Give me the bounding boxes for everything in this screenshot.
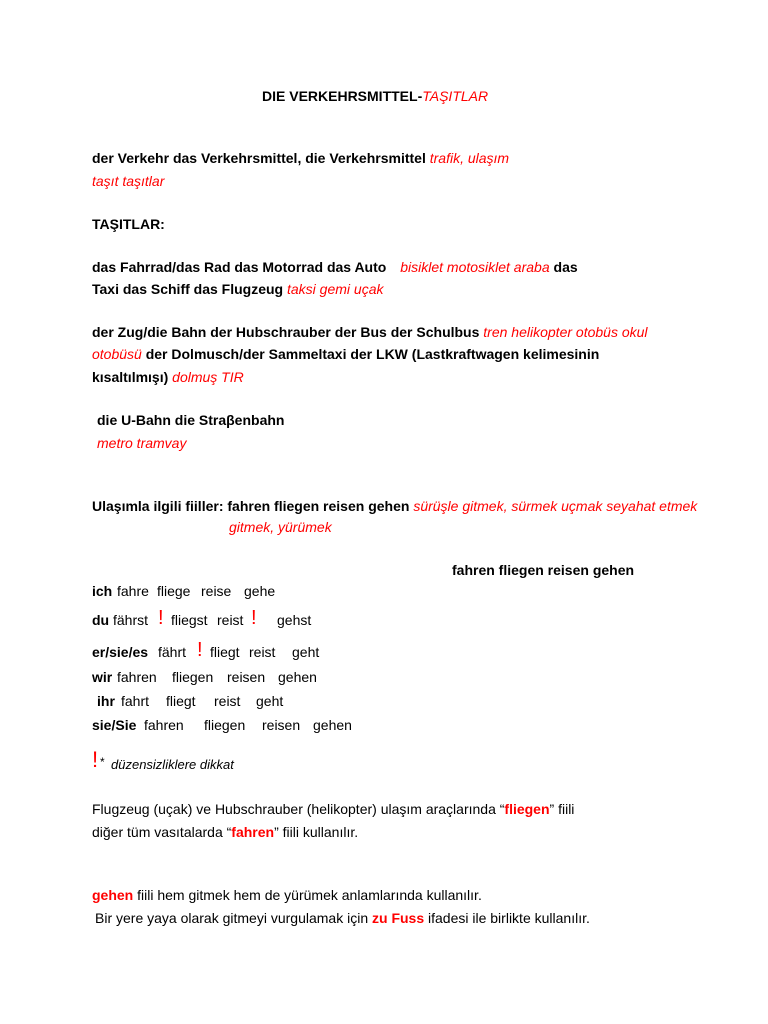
pronoun: sie/Sie xyxy=(92,717,137,733)
verb-form: geht xyxy=(256,693,284,709)
traffic-line-2 xyxy=(92,173,164,189)
verb-form: fährt xyxy=(158,644,187,660)
vehicles-b-line-3 xyxy=(92,369,244,385)
vehicles-a-line-1 xyxy=(92,259,578,275)
usage-line-1-after: ” fiili xyxy=(549,801,575,817)
vehicles-a-german-3: Taxi das Schiff das Flugzeug xyxy=(92,281,284,297)
irregular-note-text: düzensizliklere dikkat xyxy=(111,757,234,772)
pronoun: ihr xyxy=(97,693,115,709)
pronoun: du xyxy=(92,612,110,628)
usage-line-2-before: diğer tüm vasıtalarda “ xyxy=(92,824,232,840)
vehicles-b-german-2: der Dolmusch/der Sammeltaxi der LKW (Lastkraftwagen kelimesinin xyxy=(145,346,600,362)
verb-form: fahren xyxy=(144,717,184,733)
verb-form: gehe xyxy=(244,583,276,599)
traffic-turkish-1: trafik, ulaşım xyxy=(429,150,510,166)
conjugation-row-du xyxy=(0,607,768,629)
usage-verb-fahren: fahren xyxy=(231,824,275,840)
traffic-line-1 xyxy=(92,150,509,166)
verb-form: fahrt xyxy=(121,693,150,709)
vehicles-c-turkish: metro tramvay xyxy=(97,435,187,451)
vehicles-b-line-2 xyxy=(92,346,599,362)
verb-form: gehen xyxy=(278,669,317,685)
irregular-mark: ! xyxy=(158,607,164,629)
verb-form: fliegst xyxy=(171,612,208,628)
irregular-mark: ! xyxy=(251,607,257,629)
page-title xyxy=(262,88,488,104)
pronoun: er/sie/es xyxy=(92,644,149,660)
vehicles-b-line-1 xyxy=(92,324,648,340)
verb-form: reisen xyxy=(227,669,266,685)
verb-form: fährst xyxy=(113,612,149,628)
irregular-note-star: * xyxy=(100,755,105,769)
vehicles-a-turkish-1: bisiklet motosiklet araba xyxy=(400,259,550,275)
vehicles-heading: TAŞITLAR: xyxy=(92,216,165,232)
verbs-turkish-2: gitmek, yürümek xyxy=(229,519,332,535)
verb-form: fahre xyxy=(117,583,149,599)
verbs-turkish-1: sürüşle gitmek, sürmek uçmak seyahat etmek xyxy=(413,498,698,514)
usage-line-1 xyxy=(92,801,574,817)
vehicles-a-turkish-2: taksi gemi uçak xyxy=(287,281,384,297)
vehicles-a-german-1: das Fahrrad/das Rad das Motorrad das Auto xyxy=(92,259,387,275)
vehicles-b-turkish-1: tren helikopter otobüs okul xyxy=(483,324,648,340)
verb-form: fliegt xyxy=(210,644,240,660)
usage-line-2 xyxy=(92,824,358,840)
zu-fuss-phrase: zu Fuss xyxy=(372,910,425,926)
vehicles-b-turkish-3: dolmuş TIR xyxy=(172,369,244,385)
conjugation-row-sie xyxy=(0,717,768,733)
verb-form: reist xyxy=(217,612,244,628)
vehicles-b-german-1: der Zug/die Bahn der Hubschrauber der Bus der Schulbus xyxy=(92,324,480,340)
pronoun: ich xyxy=(92,583,113,599)
verbs-german: Ulaşımla ilgili fiiller: fahren fliegen reisen gehen xyxy=(92,498,410,514)
verb-form: fliegt xyxy=(166,693,196,709)
conjugation-row-er-sie-es xyxy=(0,639,768,661)
gehen-line-1 xyxy=(92,887,482,903)
gehen-line-2 xyxy=(95,910,590,926)
vehicles-a-german-2: das xyxy=(553,259,578,275)
verb-form: reise xyxy=(201,583,232,599)
verb-form: reisen xyxy=(262,717,301,733)
verb-form: reist xyxy=(214,693,241,709)
verb-form: geht xyxy=(292,644,320,660)
conjugation-header: fahren fliegen reisen gehen xyxy=(452,562,635,578)
usage-line-1-before: Flugzeug (uçak) ve Hubschrauber (helikopter) ulaşım araçlarında “ xyxy=(92,801,505,817)
traffic-turkish-2: taşıt taşıtlar xyxy=(92,173,165,189)
page-title-german: DIE VERKEHRSMITTEL- xyxy=(262,88,423,104)
verb-form: gehst xyxy=(277,612,312,628)
gehen-line-2-before: Bir yere yaya olarak gitmeyi vurgulamak için xyxy=(95,910,369,926)
usage-verb-fliegen: fliegen xyxy=(504,801,550,817)
vehicles-c-german: die U-Bahn die Straβenbahn xyxy=(97,412,285,428)
verb-form: reist xyxy=(249,644,276,660)
irregular-mark: ! xyxy=(197,639,203,661)
irregular-note-mark: ! xyxy=(92,747,99,772)
pronoun: wir xyxy=(92,669,113,685)
conjugation-row-ihr xyxy=(0,693,768,709)
conjugation-row-wir xyxy=(0,669,768,685)
gehen-line-2-after: ifadesi ile birlikte kullanılır. xyxy=(428,910,590,926)
usage-line-2-after: ” fiili kullanılır. xyxy=(274,824,359,840)
verb-form: fliegen xyxy=(204,717,246,733)
verb-form: gehen xyxy=(313,717,352,733)
verb-form: fliege xyxy=(157,583,191,599)
vehicles-b-turkish-2: otobüsü xyxy=(92,346,142,362)
verb-form: fahren xyxy=(117,669,157,685)
vehicles-a-line-2 xyxy=(92,281,383,297)
verbs-line-1 xyxy=(92,498,697,514)
vehicles-b-german-3: kısaltılmışı) xyxy=(92,369,169,385)
traffic-german: der Verkehr das Verkehrsmittel, die Verkehrsmittel xyxy=(92,150,426,166)
verb-form: fliegen xyxy=(172,669,214,685)
conjugation-row-ich xyxy=(0,583,768,599)
page-title-turkish: TAŞITLAR xyxy=(422,88,489,104)
gehen-verb: gehen xyxy=(92,887,134,903)
irregular-note xyxy=(0,747,768,773)
gehen-line-1-rest: fiili hem gitmek hem de yürümek anlamlarında kullanılır. xyxy=(137,887,482,903)
